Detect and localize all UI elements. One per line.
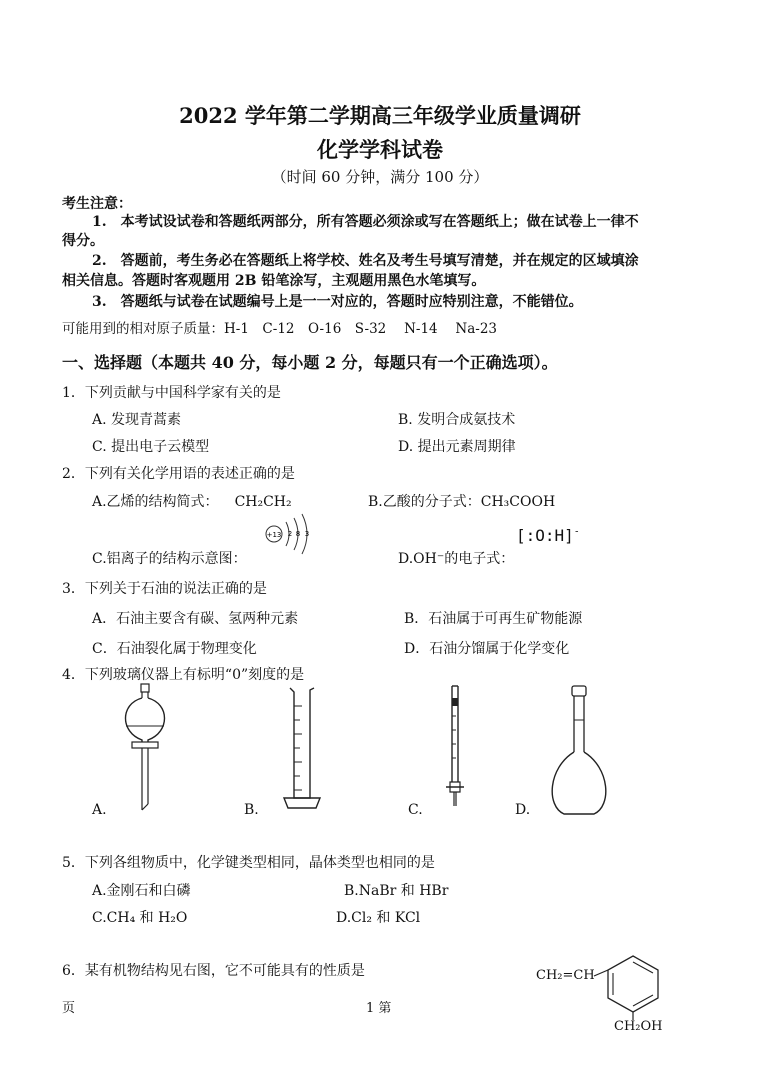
q2-option-b: B.乙酸的分子式：CH₃COOH <box>368 494 556 510</box>
q5-option-c: C.CH₄ 和 H₂O <box>92 910 188 926</box>
q3-stem: 3．下列关于石油的说法正确的是 <box>62 581 267 597</box>
q2-option-a <box>92 491 292 511</box>
q5-option-b: B.NaBr 和 HBr <box>344 883 449 899</box>
electron-formula-text: [:O:H] <box>516 526 574 545</box>
notice-item-1: 1. 本考试设试卷和答题纸两部分，所有答题必须涂或写在答题纸上；做在试卷上一律不 <box>92 214 639 230</box>
notice-item-2: 2. 答题前，考生务必在答题纸上将学校、姓名及考生号填写清楚，并在规定的区域填涂 <box>92 253 639 269</box>
notice-item-1-cont: 得分。 <box>62 233 104 249</box>
ion-shell-1: 2 <box>287 530 293 538</box>
footer-left: 页 <box>62 1001 76 1016</box>
q3-option-d: D．石油分馏属于化学变化 <box>404 641 570 657</box>
q4-option-d: D. <box>515 802 531 818</box>
q2-option-d: D.OH⁻的电子式： <box>398 551 515 567</box>
q2-option-c: C.铝离子的结构示意图： <box>92 551 247 567</box>
q6-stem: 6．某有机物结构见右图，它不可能具有的性质是 <box>62 963 365 979</box>
q3-option-a: A．石油主要含有碳、氢两种元素 <box>92 611 299 627</box>
q4-option-b: B. <box>244 802 259 818</box>
q5-option-d: D.Cl₂ 和 KCl <box>336 910 421 926</box>
separatory-funnel-icon <box>120 684 170 814</box>
atomic-masses: 可能用到的相对原子质量：H-1 C-12 O-16 S-32 N-14 Na-23 <box>62 321 498 337</box>
q2-option-a-formula: CH₂CH₂ <box>234 494 292 510</box>
aluminum-ion-diagram <box>262 512 322 556</box>
q3-option-c: C．石油裂化属于物理变化 <box>92 641 257 657</box>
q1-stem: 1．下列贡献与中国科学家有关的是 <box>62 385 281 401</box>
time-note: （时间 60 分钟，满分 100 分） <box>271 168 489 186</box>
ion-shell-3: 3 <box>304 530 310 538</box>
subject-title: 化学学科试卷 <box>317 137 443 162</box>
exam-title: 2022 学年第二学期高三年级学业质量调研 <box>179 103 581 128</box>
q1-option-d: D. 提出元素周期律 <box>398 439 516 455</box>
q1-option-c: C. 提出电子云模型 <box>92 439 210 455</box>
ion-shell-2: 8 <box>295 530 301 538</box>
burette-icon <box>440 686 470 816</box>
q2-option-a-text: A.乙烯的结构简式： <box>92 494 219 510</box>
vinyl-group-label: CH₂=CH <box>536 968 595 983</box>
hydroxymethyl-group-label: CH₂OH <box>614 1019 663 1034</box>
notice-item-3: 3. 答题纸与试卷在试题编号上是一一对应的，答题时应特别注意，不能错位。 <box>92 294 583 310</box>
q5-stem: 5．下列各组物质中，化学键类型相同，晶体类型也相同的是 <box>62 855 435 871</box>
q4-stem: 4．下列玻璃仪器上有标明“0”刻度的是 <box>62 667 305 683</box>
q3-option-b: B．石油属于可再生矿物能源 <box>404 611 583 627</box>
ion-nucleus-label: +13 <box>266 531 282 539</box>
page-number: 1 第 <box>366 1001 392 1016</box>
hydroxide-electron-formula <box>516 526 580 545</box>
electron-formula-charge: - <box>573 526 580 538</box>
notice-heading: 考生注意： <box>62 196 132 212</box>
benzene-ring-structure <box>598 950 668 1020</box>
q1-option-a: A. 发现青蒿素 <box>92 412 182 428</box>
section-heading: 一、选择题（本题共 40 分，每小题 2 分，每题只有一个正确选项）。 <box>62 353 558 372</box>
q2-stem: 2．下列有关化学用语的表述正确的是 <box>62 466 295 482</box>
q5-option-a: A.金刚石和白磷 <box>92 883 191 899</box>
volumetric-flask-icon <box>544 686 614 816</box>
notice-item-2-cont: 相关信息。答题时客观题用 2B 铅笔涂写，主观题用黑色水笔填写。 <box>62 273 486 289</box>
q4-option-c: C. <box>408 802 423 818</box>
q1-option-b: B. 发明合成氨技术 <box>398 412 516 428</box>
graduated-cylinder-icon <box>276 686 326 816</box>
q4-option-a: A. <box>92 802 107 818</box>
